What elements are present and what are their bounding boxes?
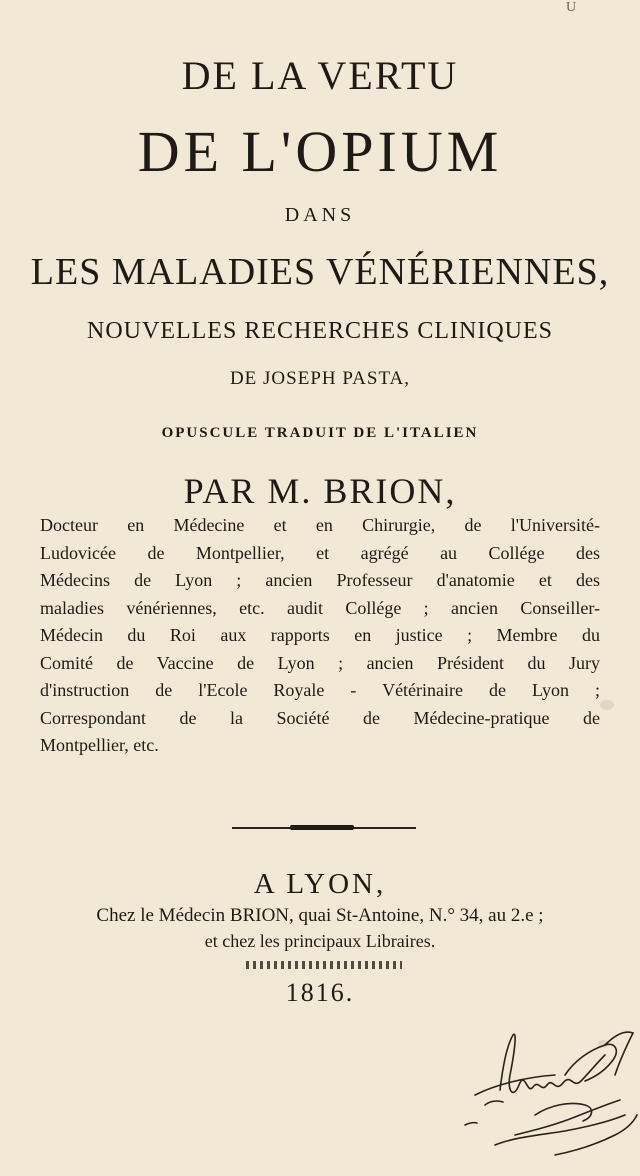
decorative-rule xyxy=(246,961,402,969)
description-line: Montpellier, etc. xyxy=(40,735,159,755)
publisher-line-1: Chez le Médecin BRION, quai St-Antoine, N.° 34, au 2.e ; xyxy=(96,905,544,926)
description-line: Docteur en Médecine et en Chirurgie, de l'Université- xyxy=(40,515,600,535)
corner-mark: U xyxy=(566,0,577,15)
author-line: DE JOSEPH PASTA, xyxy=(229,368,411,389)
title-line-3: DANS xyxy=(284,204,356,226)
handwritten-signature xyxy=(455,1005,640,1176)
description-line: Correspondant de la Société de Médecine-pratique de xyxy=(40,707,600,728)
description-line: maladies vénériennes, etc. audit Collége ; ancien Conseiller- xyxy=(40,597,600,618)
divider-ornament xyxy=(290,825,354,830)
description-line: Médecins de Lyon ; ancien Professeur d'anatomie et des xyxy=(40,570,600,590)
description-line: d'instruction de l'Ecole Royale - Vétérinaire de Lyon ; xyxy=(40,680,600,700)
place-of-publication: A LYON, xyxy=(253,868,387,900)
translator-name: PAR M. BRION, xyxy=(183,471,457,511)
description-line: Ludovicée de Montpellier, et agrégé au Collége des xyxy=(40,542,600,563)
title-line-4: LES MALADIES VÉNÉRIENNES, xyxy=(30,251,610,293)
title-line-2: DE L'OPIUM xyxy=(137,119,503,184)
publisher-line-2: et chez les principaux Libraires. xyxy=(204,931,436,951)
publication-year: 1816. xyxy=(285,978,355,1007)
translator-description xyxy=(40,512,600,760)
translation-note: OPUSCULE TRADUIT DE L'ITALIEN xyxy=(161,425,479,441)
subtitle: NOUVELLES RECHERCHES CLINIQUES xyxy=(87,318,553,344)
title-line-1: DE LA VERTU xyxy=(181,53,459,98)
description-line: Comité de Vaccine de Lyon ; ancien Président du Jury xyxy=(40,652,600,673)
description-line: Médecin du Roi aux rapports en justice ; Membre du xyxy=(40,625,600,645)
paper-stain xyxy=(600,700,614,710)
